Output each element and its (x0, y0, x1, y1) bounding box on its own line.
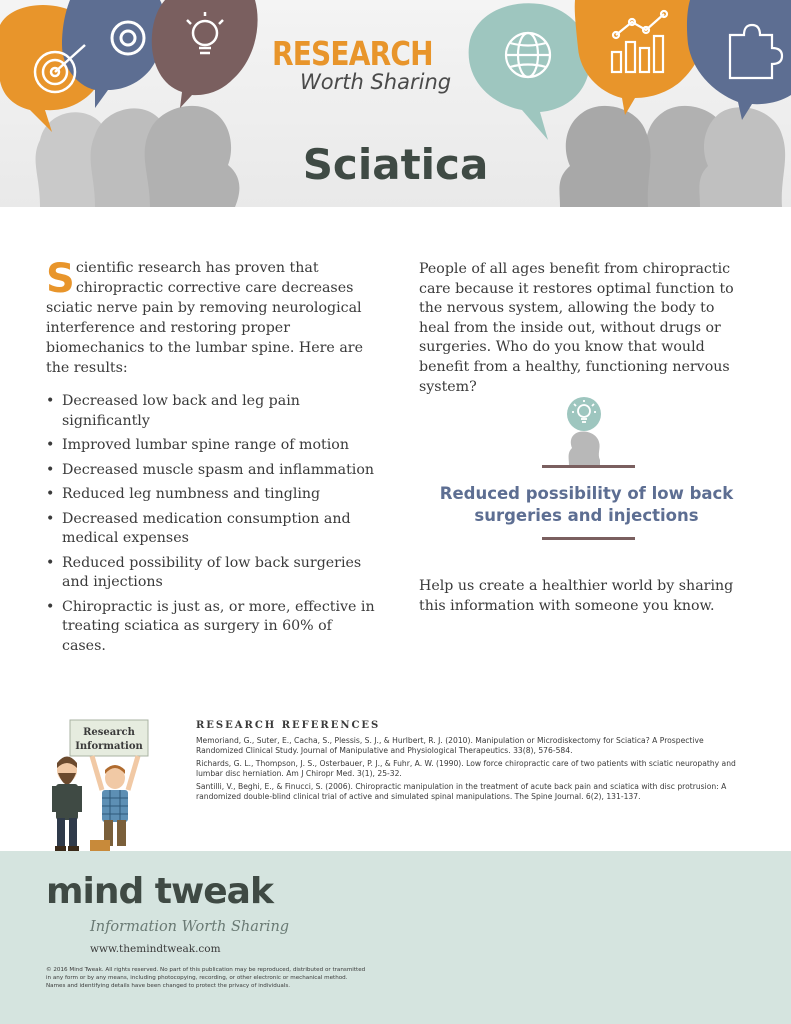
right-column (419, 260, 749, 397)
results-list (46, 392, 376, 656)
share-message: Help us create a healthier world by sharing this information with someone you know. (419, 578, 734, 614)
copyright-notice: © 2016 Mind Tweak. All rights reserved. No part of this publication may be reproduced, distributed or transmitted in any form or by any means, including photocopying, recording, or other electronic or mechanical method. Names and identifying details have been changed to protect the privacy of individuals. (46, 967, 366, 989)
list-item: • Reduced possibility of low back surgeries and injections (46, 554, 376, 593)
intro-text: cientific research has proven that chiropractic corrective care decreases sciatic nerve pain by removing neurological interference and restoring proper biomechanics to the lumbar spine. Here are the results: (46, 260, 363, 376)
benefit-paragraph: People of all ages benefit from chiropractic care because it restores optimal function to the nervous system, allowing the body to heal from the inside out, without drugs or surgeries. Who do you know that would benefit from a healthy, functioning nervous system? (419, 261, 734, 395)
footer-tagline: Information Worth Sharing (90, 919, 290, 935)
website-link[interactable]: www.themindtweak.com (90, 943, 221, 955)
reference-item: Richards, G. L., Thompson, J. S., Osterbauer, P. J., & Fuhr, A. W. (1990). Low force chiropractic care of two patients with sciatic neuropathy and lumbar disc herniation. Am J Chiropr Med. 3(1), 25-32. (196, 759, 736, 778)
divider-bottom (542, 537, 635, 540)
reference-item: Santilli, V., Beghi, E., & Finucci, S. (2006). Chiropractic manipulation in the treatment of acute back pain and sciatica with disc protrusion: A randomized double-blind clinical trial of active and simulated spinal manipulations. The Spine Journal. 6(2), 131-137. (196, 782, 727, 801)
callout-text: Reduced possibility of low back surgeries and injections (439, 484, 734, 525)
mind-tweak-logo: mind tweak (46, 871, 273, 912)
footer (0, 851, 791, 1024)
head-lightbulb-icon (419, 390, 754, 470)
list-item: • Chiropractic is just as, or more, effective in treating sciatica as surgery in 60% of cases. (46, 598, 376, 657)
list-item: • Improved lumbar spine range of motion (46, 436, 376, 456)
list-item: • Decreased medication consumption and medical expenses (46, 510, 376, 549)
research-information-illustration (40, 718, 170, 853)
drop-cap: S (46, 256, 75, 302)
page-title: Sciatica (302, 140, 489, 189)
sign-line-2: Information (75, 741, 143, 752)
intro-paragraph (46, 258, 376, 378)
references-heading: RESEARCH REFERENCES (196, 720, 381, 731)
bubble-teal-right (469, 3, 590, 140)
list-item: • Decreased low back and leg pain significantly (46, 392, 376, 431)
bubble-blue-right (687, 0, 791, 120)
left-column (46, 258, 376, 661)
brand-worth-sharing: Worth Sharing (300, 70, 452, 94)
divider-top (542, 465, 635, 468)
research-references (196, 720, 751, 805)
list-item: • Decreased muscle spasm and inflammation (46, 461, 376, 481)
brand-research: RESEARCH (272, 34, 433, 73)
list-item: • Reduced leg numbness and tingling (46, 485, 376, 505)
sign-line-1: Research (83, 727, 135, 738)
header-banner (0, 0, 791, 207)
reference-item: Memoriand, G., Suter, E., Cacha, S., Plessis, S. J., & Hurlbert, R. J. (2010). Manipulation or Microdiskectomy for Sciatica? A Prospective Randomized Clinical Study. Journal of Manipulative and Physiological Therapeutics. 33(8), 576-584. (196, 736, 704, 755)
